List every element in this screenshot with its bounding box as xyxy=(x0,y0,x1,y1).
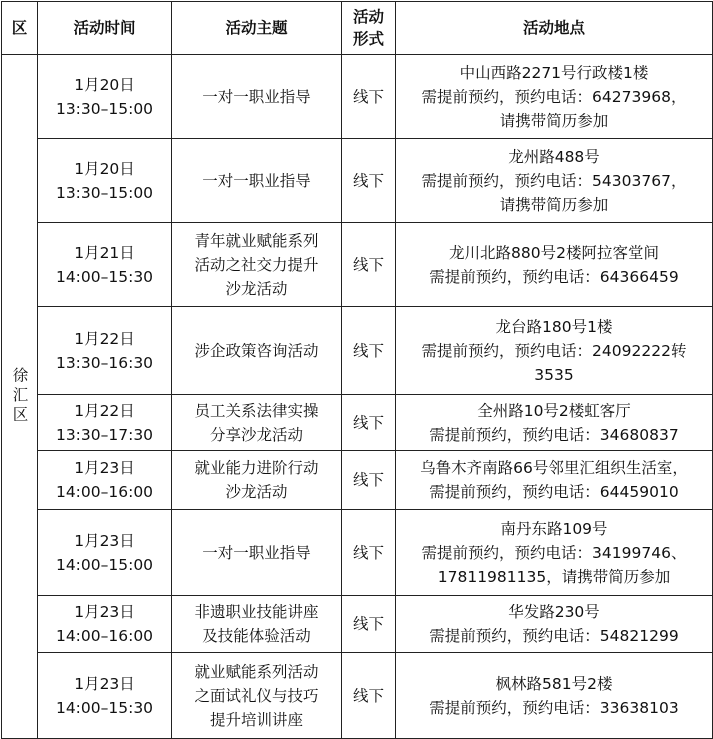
time-time: 14:00–16:00 xyxy=(55,483,154,501)
topic-line: 沙龙活动 xyxy=(225,483,288,501)
table-row xyxy=(2,510,713,596)
topic-cell xyxy=(172,395,342,451)
table-row xyxy=(2,223,713,307)
location-line: 需提前预约，预约电话：24092222转 xyxy=(421,341,687,360)
format-cell: 线下 xyxy=(342,395,396,451)
header-row xyxy=(2,2,713,55)
time-date: 1月23日 xyxy=(74,603,135,621)
time-time: 13:30–16:30 xyxy=(55,353,154,372)
location-cell xyxy=(396,395,713,451)
topic-cell xyxy=(172,653,342,739)
topic-cell xyxy=(172,307,342,395)
time-cell xyxy=(38,139,172,223)
time-cell xyxy=(38,653,172,739)
topic-line: 非遗职业技能讲座 xyxy=(194,603,319,621)
format-cell: 线下 xyxy=(342,139,396,223)
table-row xyxy=(2,451,713,510)
topic-line: 提升培训讲座 xyxy=(209,710,303,729)
format-cell: 线下 xyxy=(342,223,396,307)
time-time: 14:00–15:30 xyxy=(55,267,154,286)
location-cell xyxy=(396,139,713,223)
time-time: 14:00–16:00 xyxy=(55,627,154,645)
location-line: 龙川北路880号2楼阿拉客堂间 xyxy=(449,243,659,262)
topic-cell xyxy=(172,596,342,653)
time-cell xyxy=(38,596,172,653)
location-line: 需提前预约，预约电话：64273968， xyxy=(421,87,687,106)
table-row xyxy=(2,395,713,451)
format-cell: 线下 xyxy=(342,653,396,739)
district-cell: 徐汇区 xyxy=(2,55,38,739)
location-line: 需提前预约，预约电话：54821299 xyxy=(429,627,679,645)
location-cell xyxy=(396,451,713,510)
topic-line: 青年就业赋能系列 xyxy=(194,231,319,250)
location-line: 需提前预约，预约电话：34199746、 xyxy=(421,543,687,562)
topic-line: 及技能体验活动 xyxy=(202,627,311,645)
topic-line: 一对一职业指导 xyxy=(202,87,311,106)
time-date: 1月23日 xyxy=(74,459,135,477)
header-format-line: 形式 xyxy=(352,30,384,48)
time-cell xyxy=(38,223,172,307)
topic-line: 活动之社交力提升 xyxy=(194,255,319,274)
time-cell xyxy=(38,55,172,139)
topic-line: 之面试礼仪与技巧 xyxy=(194,686,319,705)
time-cell xyxy=(38,510,172,596)
location-cell xyxy=(396,510,713,596)
time-cell xyxy=(38,307,172,395)
location-cell xyxy=(396,307,713,395)
table-row xyxy=(2,653,713,739)
location-line: 全州路10号2楼虹客厅 xyxy=(477,401,631,420)
location-line: 需提前预约，预约电话：54303767， xyxy=(421,171,687,190)
location-line: 枫林路581号2楼 xyxy=(495,674,613,693)
location-line: 请携带简历参加 xyxy=(499,111,609,130)
header-district: 区 xyxy=(2,2,38,55)
time-cell xyxy=(38,451,172,510)
time-cell xyxy=(38,395,172,451)
activity-table xyxy=(1,1,713,739)
format-cell: 线下 xyxy=(342,510,396,596)
location-line: 需提前预约，预约电话：64366459 xyxy=(429,267,679,286)
format-cell: 线下 xyxy=(342,55,396,139)
table-row xyxy=(2,55,713,139)
time-date: 1月20日 xyxy=(74,159,135,178)
header-format-line: 活动 xyxy=(352,8,384,26)
topic-line: 涉企政策咨询活动 xyxy=(194,341,319,360)
topic-line: 一对一职业指导 xyxy=(202,543,311,562)
location-line: 乌鲁木齐南路66号邻里汇组织生活室， xyxy=(420,459,688,477)
header-topic: 活动主题 xyxy=(172,2,342,55)
table-row xyxy=(2,596,713,653)
time-date: 1月22日 xyxy=(74,329,135,348)
topic-line: 员工关系法律实操 xyxy=(194,401,319,420)
topic-line: 沙龙活动 xyxy=(225,279,288,298)
time-date: 1月23日 xyxy=(74,674,135,693)
time-date: 1月23日 xyxy=(74,531,135,550)
header-time: 活动时间 xyxy=(38,2,172,55)
location-line: 龙州路488号 xyxy=(508,147,600,166)
time-time: 13:30–17:30 xyxy=(55,425,154,444)
location-cell xyxy=(396,55,713,139)
location-line: 17811981135，请携带简历参加 xyxy=(437,567,671,586)
location-line: 需提前预约，预约电话：64459010 xyxy=(429,483,679,501)
topic-cell xyxy=(172,223,342,307)
format-cell: 线下 xyxy=(342,596,396,653)
location-cell xyxy=(396,596,713,653)
location-line: 需提前预约，预约电话：33638103 xyxy=(429,698,679,717)
location-line: 需提前预约，预约电话：34680837 xyxy=(429,425,679,444)
location-cell xyxy=(396,653,713,739)
topic-cell xyxy=(172,139,342,223)
topic-line: 就业赋能系列活动 xyxy=(194,662,319,681)
location-line: 南丹东路109号 xyxy=(500,519,608,538)
location-cell xyxy=(396,223,713,307)
location-line: 中山西路2271号行政楼1楼 xyxy=(459,63,649,82)
time-date: 1月21日 xyxy=(74,243,135,262)
topic-line: 一对一职业指导 xyxy=(202,171,311,190)
time-time: 14:00–15:00 xyxy=(55,555,154,574)
topic-cell xyxy=(172,510,342,596)
location-line: 华发路230号 xyxy=(508,603,600,621)
format-cell: 线下 xyxy=(342,451,396,510)
format-cell: 线下 xyxy=(342,307,396,395)
time-time: 13:30–15:00 xyxy=(55,183,154,202)
topic-cell xyxy=(172,451,342,510)
table-row xyxy=(2,139,713,223)
time-time: 14:00–15:30 xyxy=(55,698,154,717)
topic-cell xyxy=(172,55,342,139)
location-line: 请携带简历参加 xyxy=(499,195,609,214)
time-date: 1月20日 xyxy=(74,75,135,94)
topic-line: 分享沙龙活动 xyxy=(209,425,303,444)
time-date: 1月22日 xyxy=(74,401,135,420)
time-time: 13:30–15:00 xyxy=(55,99,154,118)
header-location: 活动地点 xyxy=(396,2,713,55)
header-format xyxy=(342,2,396,55)
location-line: 3535 xyxy=(534,365,574,384)
location-line: 龙台路180号1楼 xyxy=(495,317,613,336)
table-row xyxy=(2,307,713,395)
topic-line: 就业能力进阶行动 xyxy=(194,459,319,477)
